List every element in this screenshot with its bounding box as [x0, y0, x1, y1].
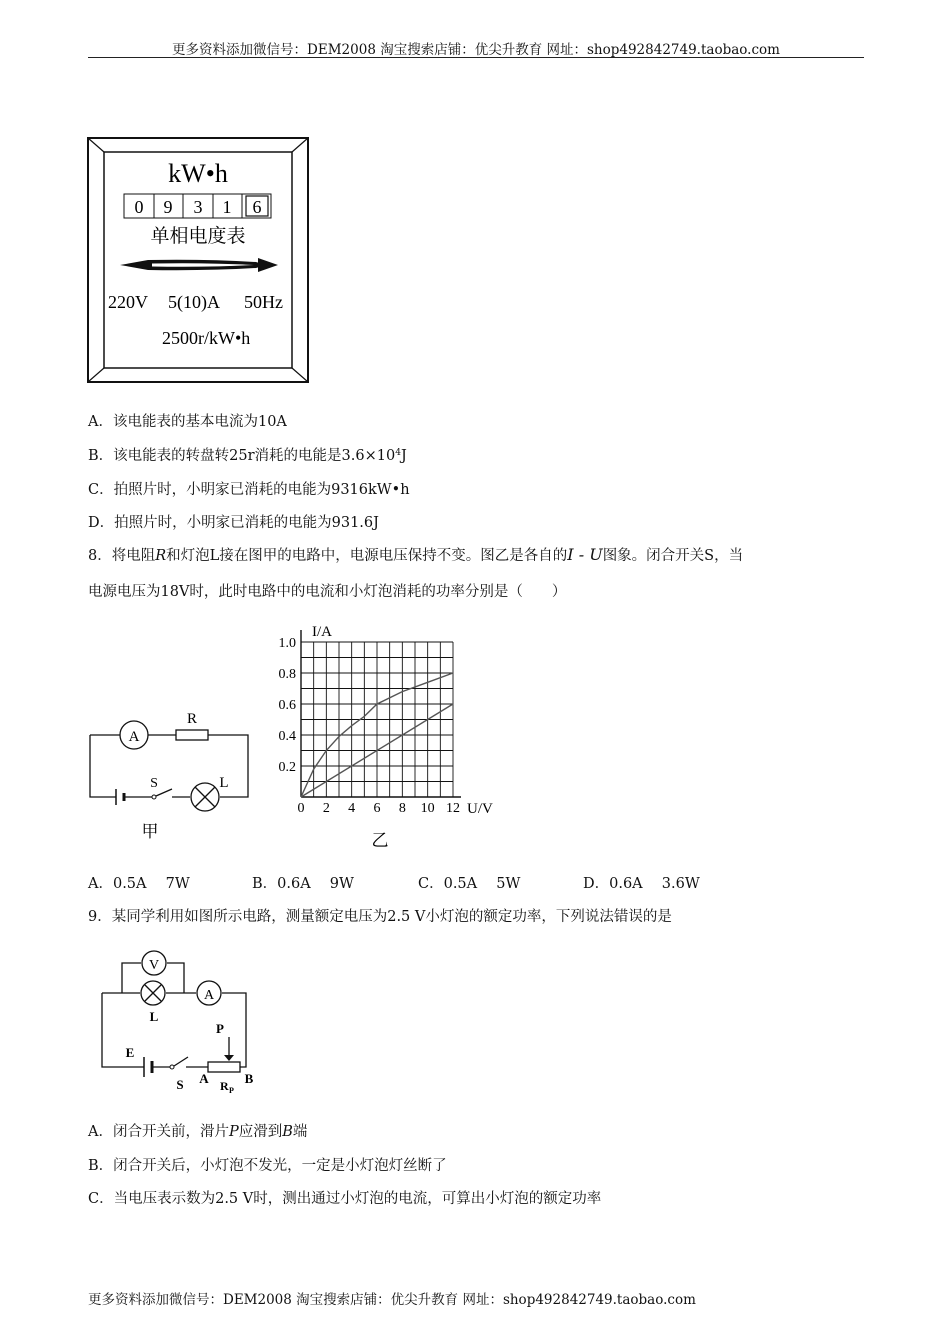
- q8-stem-line1: 8．将电阻R和灯泡L接在图甲的电路中，电源电压保持不变。图乙是各自的I - U图象。闭合开关S，当: [88, 545, 744, 564]
- meter-digit: 3: [193, 197, 203, 217]
- x-tick-label: 2: [322, 801, 330, 816]
- x-tick-label: 0: [297, 801, 305, 816]
- x-tick-label: 10: [420, 801, 435, 816]
- meter-digit: 6: [252, 197, 262, 217]
- svg-text:A: A: [128, 729, 140, 745]
- switch-icon: [150, 776, 172, 799]
- svg-text:L: L: [219, 775, 229, 791]
- q7-option-c: C．拍照片时，小明家已消耗的电能为9316kW•h: [88, 482, 410, 498]
- q9-option-c: C．当电压表示数为2.5 V时，测出通过小灯泡的电流，可算出小灯泡的额定功率: [88, 1191, 602, 1207]
- svg-text:A: A: [199, 1071, 209, 1086]
- svg-text:A: A: [203, 988, 215, 1003]
- switch-icon: [170, 1057, 188, 1092]
- voltmeter-icon: [142, 951, 166, 975]
- q8-stem-line2: 电源电压为18V时，此时电路中的电流和小灯泡消耗的功率分别是（ ）: [88, 584, 567, 600]
- q7-option-b: B．该电能表的转盘转25r消耗的电能是$3.6\times 10^4J$: [88, 448, 407, 464]
- chart-y-label: I/A: [312, 624, 332, 640]
- meter-digits: [124, 194, 271, 218]
- meter-digit: 9: [163, 197, 173, 217]
- electric-meter-figure: [86, 136, 312, 386]
- page-header: 更多资料添加微信号：DEM2008 淘宝搜索店铺：优尖升教育 网址：shop492842749.taobao.com: [172, 42, 780, 58]
- svg-text:V: V: [148, 958, 160, 973]
- x-tick-label: 6: [373, 801, 381, 816]
- chart-x-label: U/V: [467, 801, 493, 817]
- svg-text:S: S: [150, 776, 158, 791]
- y-tick-label: 1.0: [278, 636, 296, 651]
- x-tick-label: 4: [348, 801, 356, 816]
- ammeter-icon: [197, 981, 221, 1005]
- meter-voltage: 220V: [108, 292, 148, 312]
- meter-constant: 2500r/kW•h: [162, 328, 251, 348]
- iu-chart: [262, 618, 506, 854]
- q8-option-b: B．0.6A 9W: [252, 876, 354, 892]
- svg-text:S: S: [176, 1077, 184, 1092]
- y-tick-label: 0.4: [278, 729, 296, 744]
- q8-circuit-figure: [84, 705, 264, 845]
- q9-option-b: B．闭合开关后，小灯泡不发光，一定是小灯泡灯丝断了: [88, 1158, 447, 1174]
- resistor-icon: [176, 711, 208, 740]
- meter-unit: kW•h: [168, 159, 228, 188]
- q8-option-a: A．0.5A 7W: [88, 876, 190, 892]
- circuit-caption-jia: 甲: [141, 822, 159, 842]
- chart-ticks: [279, 636, 461, 816]
- svg-text:B: B: [244, 1071, 254, 1086]
- svg-text:R: R: [220, 1079, 229, 1093]
- page-footer: 更多资料添加微信号：DEM2008 淘宝搜索店铺：优尖升教育 网址：shop492842749.taobao.com: [88, 1292, 696, 1308]
- battery-label: E: [125, 1045, 135, 1060]
- meter-current: 5(10)A: [168, 292, 220, 312]
- x-tick-label: 8: [398, 801, 406, 816]
- meter-digit: 1: [222, 197, 232, 217]
- q9-stem: 9．某同学利用如图所示电路，测量额定电压为2.5 V小灯泡的额定功率，下列说法错误的是: [88, 909, 672, 925]
- q9-option-a: A．闭合开关前，滑片P应滑到B端: [88, 1124, 308, 1140]
- svg-text:P: P: [229, 1086, 234, 1095]
- q7-option-a: A．该电能表的基本电流为10A: [88, 414, 287, 430]
- y-tick-label: 0.6: [278, 698, 296, 713]
- header-rule: [88, 57, 864, 58]
- q8-option-d: D．0.6A 3.6W: [583, 876, 700, 892]
- x-tick-label: 12: [446, 801, 460, 816]
- meter-frequency: 50Hz: [244, 292, 283, 312]
- meter-arrow-icon: [120, 258, 278, 272]
- chart-caption-yi: 乙: [371, 831, 389, 851]
- meter-digit: 0: [134, 197, 144, 217]
- svg-text:L: L: [149, 1009, 159, 1024]
- svg-text:P: P: [216, 1021, 224, 1036]
- y-tick-label: 0.8: [278, 667, 296, 682]
- lamp-icon: [191, 775, 229, 811]
- q9-circuit-figure: [96, 945, 276, 1095]
- meter-name: 单相电度表: [150, 225, 246, 247]
- q7-option-d: D．拍照片时，小明家已消耗的电能为931.6J: [88, 515, 379, 531]
- svg-text:R: R: [186, 711, 198, 727]
- q8-option-c: C．0.5A 5W: [418, 876, 521, 892]
- lamp-icon: [141, 981, 165, 1024]
- ammeter-icon: [120, 721, 148, 749]
- y-tick-label: 0.2: [278, 760, 296, 775]
